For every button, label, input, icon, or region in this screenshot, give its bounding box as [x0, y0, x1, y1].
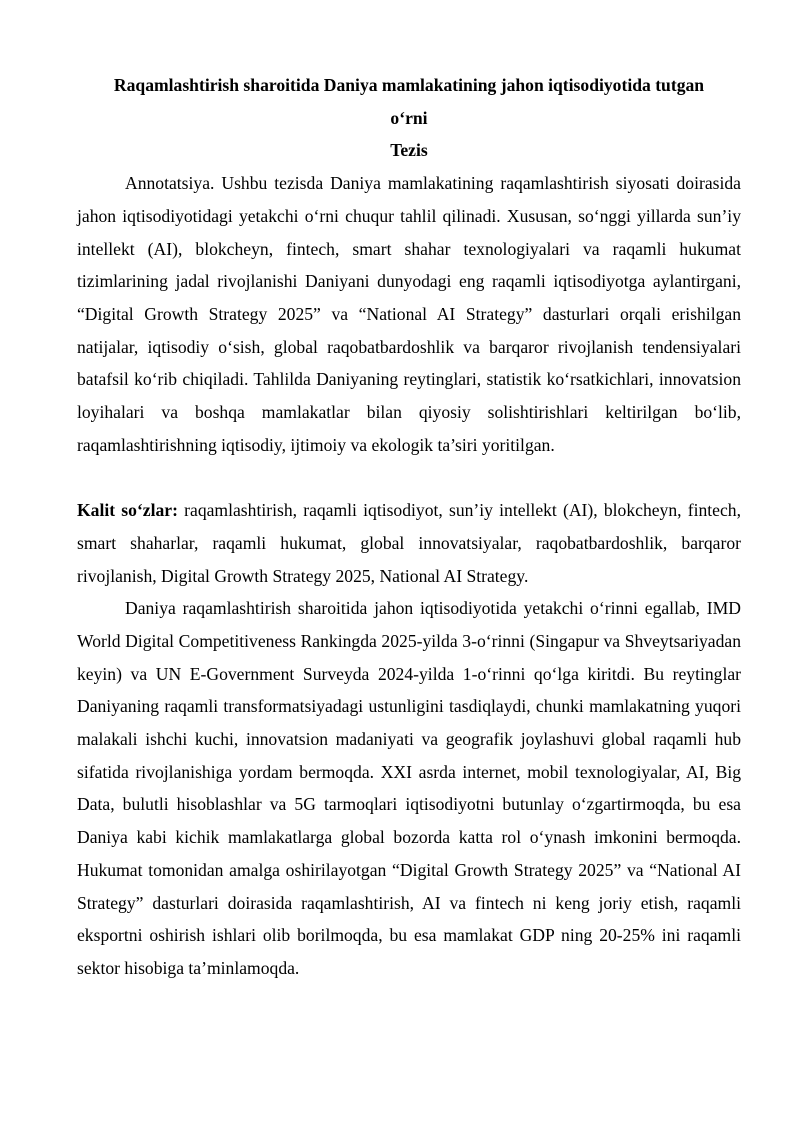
abstract-paragraph: Annotatsiya. Ushbu tezisda Daniya mamlakatining raqamlashtirish siyosati doirasida jahon iqtisodiyotidagi yetakchi o‘rni chuqur tahlil qilinadi. Xususan, so‘nggi yillarda sun’iy intellekt (AI), blokcheyn, fintech, smart shahar texnologiyalari va raqamli hukumat tizimlarining jadal rivojlanishi Daniyani dunyodagi eng raqamli iqtisodiyotga aylantirgani, “Digital Growth Strategy 2025” va “National AI Strategy” dasturlari orqali erishilgan natijalar, iqtisodiy o‘sish, global raqobatbardoshlik va barqaror rivojlanish tendensiyalari batafsil ko‘rib chiqiladi. Tahlilda Daniyaning reytinglari, statistik ko‘rsatkichlari, innovatsion loyihalari va boshqa mamlakatlar bilan qiyosiy solishtirishlari keltirilgan bo‘lib, raqamlashtirishning iqtisodiy, ijtimoiy va ekologik ta’siri yoritilgan.	[77, 173, 741, 455]
paper-title-line-1: Raqamlashtirish sharoitida Daniya mamlakatining jahon iqtisodiyotida tutgan	[113, 75, 705, 95]
document-page	[77, 69, 741, 985]
paper-type-label: Tezis	[390, 140, 428, 161]
keywords-paragraph	[77, 494, 741, 592]
keywords-text: raqamlashtirish, raqamli iqtisodiyot, sun’iy intellekt (AI), blokcheyn, fintech, smart shaharlar, raqamli hukumat, global innovatsiyalar, raqobatbardoshlik, barqaror rivojlanish, Digital Growth Strategy 2025, National AI Strategy.	[77, 500, 741, 586]
body-paragraph: Daniya raqamlashtirish sharoitida jahon iqtisodiyotida yetakchi o‘rinni egallab, IMD World Digital Competitiveness Rankingda 2025-yilda 3-o‘rinni (Singapur va Shveytsariyadan keyin) va UN E-Government Surveyda 2024-yilda 1-o‘rinni qo‘lga kiritdi. Bu reytinglar Daniyaning raqamli transformatsiyadagi ustunligini tasdiqlaydi, chunki mamlakatning yuqori malakali ishchi kuchi, innovatsion madaniyati va geografik joylashuvi global raqamli hub sifatida rivojlanishiga yordam bermoqda. XXI asrda internet, mobil texnologiyalar, AI, Big Data, bulutli hisoblashlar va 5G tarmoqlari iqtisodiyotni butunlay o‘zgartirmoqda, bu esa Daniya kabi kichik mamlakatlarga global bozorda katta rol o‘ynash imkonini bermoqda. Hukumat tomonidan amalga oshirilayotgan “Digital Growth Strategy 2025” va “National AI Strategy” dasturlari doirasida raqamlashtirish, AI va fintech ni keng joriy etish, raqamli eksportni oshirish ishlari olib borilmoqda, bu esa mamlakat GDP ning 20-25% ini raqamli sektor hisobiga ta’minlamoqda.	[77, 598, 741, 978]
keywords-label: Kalit so‘zlar:	[77, 500, 178, 521]
paper-title	[77, 69, 741, 167]
paper-title-line-2: o‘rni	[390, 107, 428, 128]
section-spacer	[77, 461, 741, 494]
